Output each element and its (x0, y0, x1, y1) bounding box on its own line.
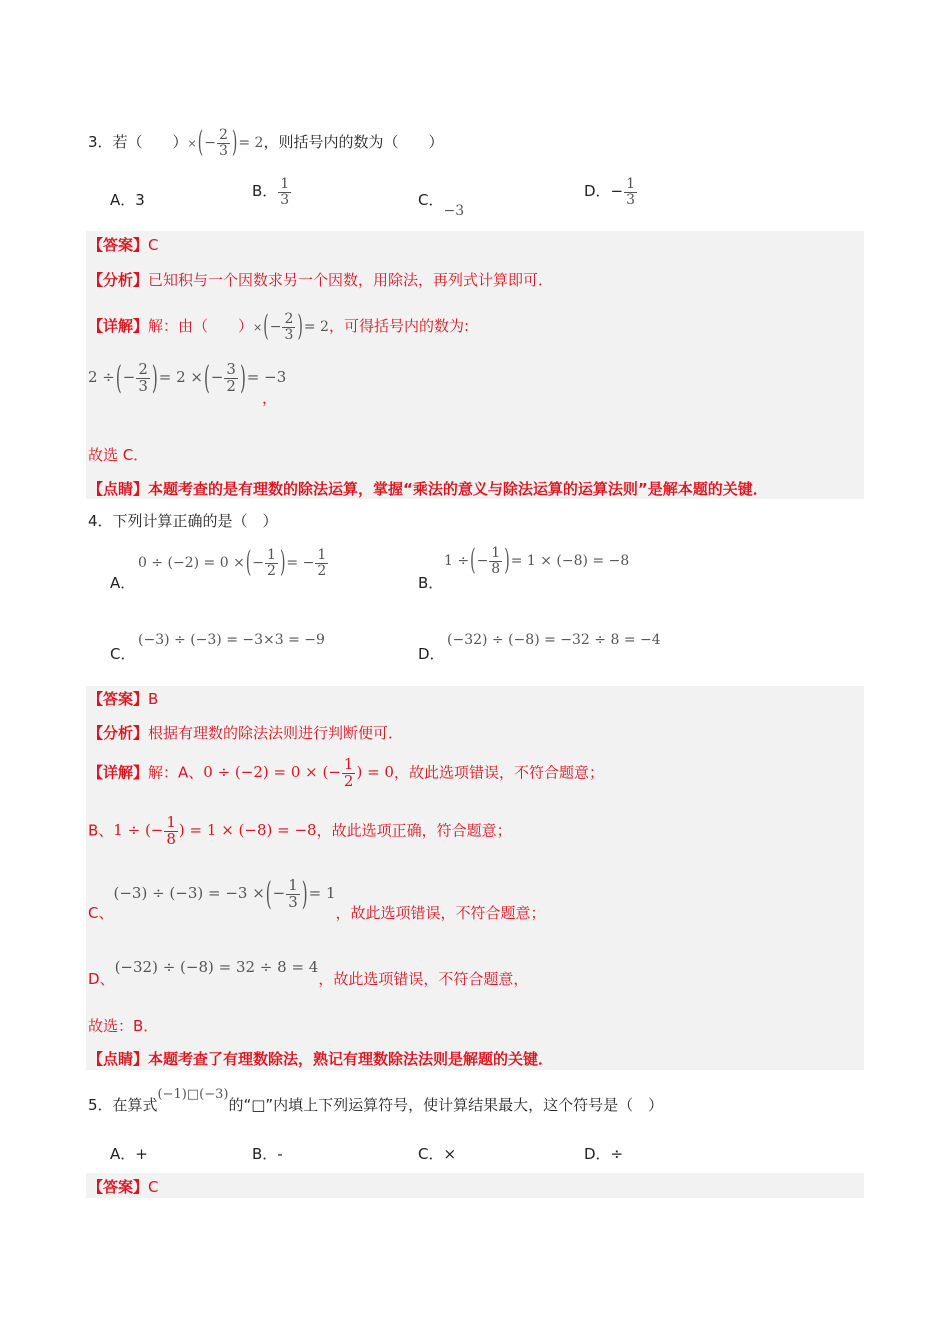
q3-option-d: D．− $\frac{1}{3}$ (584, 176, 636, 208)
q4-stem: 4．下列计算正确的是（ ） (88, 512, 278, 530)
q4-option-a-label: A． (110, 574, 136, 592)
q3-stem-formula: ×(− $\frac{2}{3}$ )= 2 (187, 126, 264, 160)
q4-option-a (110, 572, 135, 593)
q4-option-c-label: C． (110, 645, 136, 663)
q4-option-c (110, 643, 135, 664)
q4-detail-c-suffix: ，故此选项错误，不符合题意； (335, 904, 546, 923)
q5-option-d: D．÷ (584, 1145, 624, 1163)
q3-detail-formula: 2 ÷(− $\frac{2}{3}$ )= 2 ×(− $\frac{3}{2}$ )= −3 (88, 359, 287, 398)
q4-detail-d-line (88, 956, 529, 988)
q4-detail-d-suffix: ，故此选项错误，不符合题意， (318, 970, 529, 988)
q3-answer-tag: 【答案】 (88, 236, 149, 254)
q4-choose: 故选：B． (88, 1017, 159, 1035)
q3-option-d-label: D．− (584, 182, 624, 201)
q5-option-a: A．+ (110, 1145, 148, 1163)
q3-stem (88, 128, 443, 158)
q3-detail-text-1: 解：由（ ） (148, 317, 254, 336)
q4-answer-line (88, 688, 158, 709)
q3-option-b-label: B． (252, 182, 278, 201)
q3-answer-line (88, 234, 159, 255)
q3-point-tag: 【点睛】 (88, 480, 149, 498)
q3-option-a: A．3 (110, 191, 145, 209)
q4-point-line (88, 1048, 553, 1069)
q5-option-b: B．- (252, 1145, 283, 1163)
q3-point-line (88, 478, 768, 499)
q3-stem-suffix: ，则括号内的数为（ ） (263, 133, 444, 152)
q4-detail-c-line: C、(−3) ÷ (−3) = −3 ×(− $\frac{1}{3}$ )= 1，故此选项错误，不符合题意； (88, 875, 546, 923)
q3-detail-tag: 【详解】 (88, 317, 149, 336)
q3-option-c-label: C． (418, 191, 444, 209)
q3-stem-prefix: 3．若（ ） (88, 133, 188, 152)
q4-analysis-text: 根据有理数的除法法则进行判断便可． (148, 724, 404, 742)
q4-detail-a-prefix: 解：A、 (148, 763, 204, 782)
q5-answer-block (86, 1173, 864, 1198)
q4-analysis-tag: 【分析】 (88, 724, 149, 742)
q4-detail-tag: 【详解】 (88, 763, 149, 782)
q3-detail-text-2: ，可得括号内的数为: (328, 317, 469, 336)
q5-answer-tag: 【答案】 (88, 1178, 149, 1196)
q4-detail-c-prefix: C、 (88, 904, 114, 923)
q4-detail-a-suffix: ，故此选项错误，不符合题意； (393, 763, 604, 782)
q3-analysis-line (88, 269, 553, 290)
q4-detail-d-formula: (−32) ÷ (−8) = 32 ÷ 8 = 4 (114, 958, 319, 976)
q3-option-c (418, 189, 465, 219)
q4-detail-b-prefix: B、 (88, 821, 114, 840)
q4-answer-tag: 【答案】 (88, 690, 149, 708)
q4-detail-b-line: B、1 ÷ (− $\frac{1}{8}$ ) = 1 × (−8) = −8，故此选项正确，符合题意； (88, 813, 512, 848)
q4-option-b (418, 572, 443, 593)
q5-option-c: C．× (418, 1145, 457, 1163)
q4-point-text: 本题考查了有理数除法，熟记有理数除法法则是解题的关键． (148, 1050, 554, 1068)
q4-detail-b-suffix: ，故此选项正确，符合题意； (316, 821, 512, 840)
q3-analysis-tag: 【分析】 (88, 271, 149, 289)
q5-answer-line (88, 1176, 159, 1197)
q5-stem-suffix: 的“□”内填上下列运算符号，使计算结果最大，这个符号是（ ） (228, 1096, 664, 1114)
q4-option-d (418, 643, 445, 664)
q3-option-b: B． $\frac{1}{3}$ (252, 176, 290, 208)
q4-answer-value: B (148, 690, 159, 708)
q4-analysis-line (88, 722, 403, 743)
q4-detail-d-prefix: D、 (88, 970, 115, 988)
q4-option-b-label: B． (418, 574, 444, 592)
q4-detail-a-line: 【详解】解：A、0 ÷ (−2) = 0 × (− $\frac{1}{2}$ ) = 0，故此选项错误，不符合题意； (88, 755, 604, 790)
q4-option-d-formula: (−32) ÷ (−8) = −32 ÷ 8 = −4 (447, 632, 661, 648)
q4-point-tag: 【点睛】 (88, 1050, 149, 1068)
q4-option-a-formula: 0 ÷ (−2) = 0 ×(− $\frac{1}{2}$ )= − $\frac{1}{2}$ (138, 546, 327, 580)
q4-option-b-formula: 1 ÷(− $\frac{1}{8}$ )= 1 × (−8) = −8 (444, 544, 630, 578)
q5-stem-prefix: 5．在算式 (88, 1096, 158, 1114)
q3-choose: 故选 C． (88, 446, 149, 464)
q5-stem (88, 1087, 664, 1115)
q3-analysis-text: 已知积与一个因数求另一个因数，用除法，再列式计算即可． (148, 271, 554, 289)
q3-detail-line: 【详解】解：由（ ）×(− $\frac{2}{3}$ )= 2，可得括号内的数为: (88, 310, 469, 344)
q3-detail-comma: ， (262, 389, 278, 407)
q5-stem-formula: (−1)□(−3) (157, 1087, 229, 1102)
q3-option-c-value: −3 (443, 203, 465, 219)
q3-point-text: 本题考查的是有理数的除法运算，掌握“乘法的意义与除法运算的运算法则”是解本题的关键． (148, 480, 768, 498)
q4-option-c-formula: (−3) ÷ (−3) = −3×3 = −9 (138, 632, 325, 648)
q3-answer-value: C (148, 236, 159, 254)
q4-option-d-label: D． (418, 645, 445, 663)
q5-answer-value: C (148, 1178, 159, 1196)
